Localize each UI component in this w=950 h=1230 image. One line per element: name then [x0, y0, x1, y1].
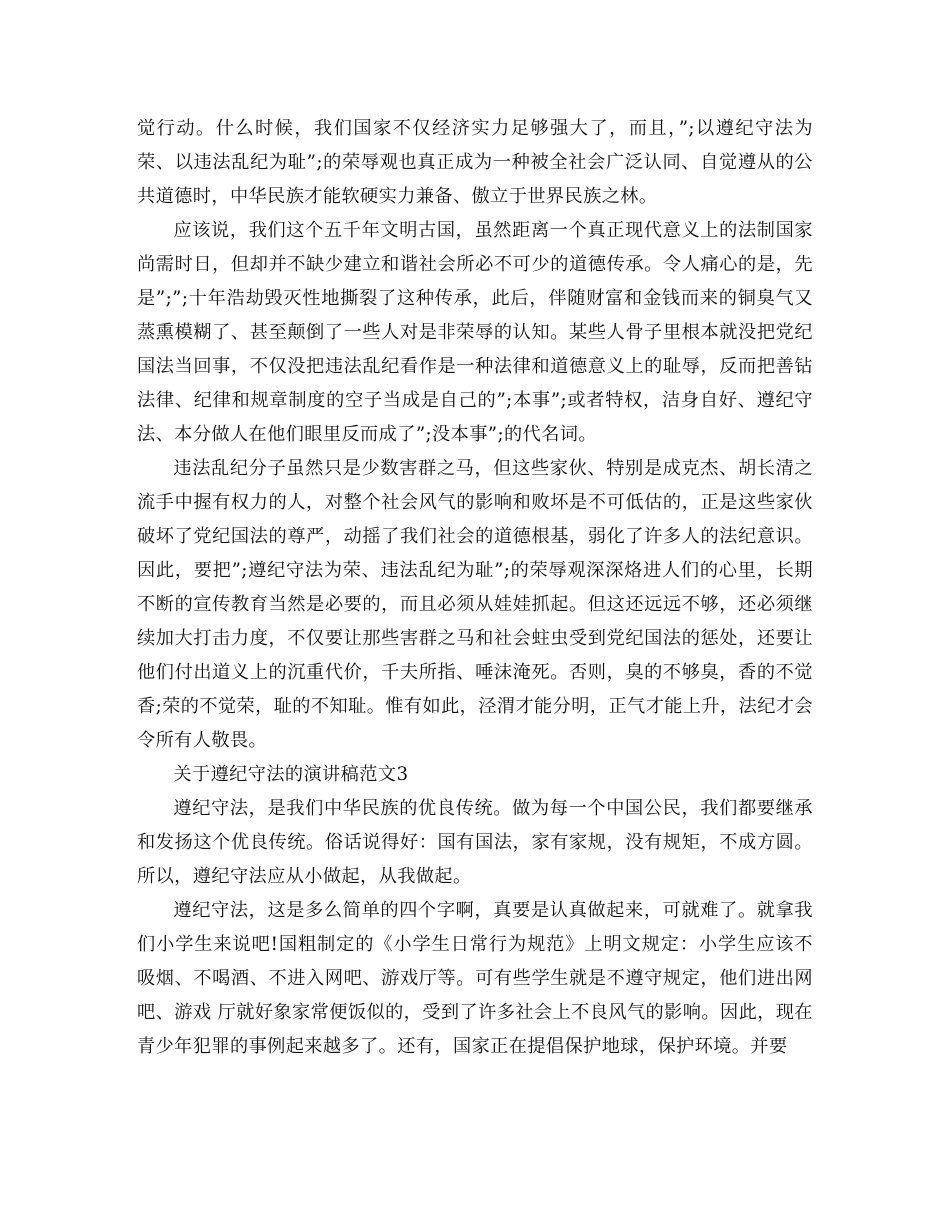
paragraph-1: 觉行动。什么时候，我们国家不仅经济实力足够强大了，而且，”;以遵纪守法为荣、以违法乱纪为耻”;的荣辱观也真正成为一种被全社会广泛认同、自觉遵从的公共道德时，中华民族才能软硬实力兼备、傲立于世界民族之林。 [137, 118, 813, 207]
paragraph-5: 遵纪守法，这是多么简单的四个字啊，真要是认真做起来，可就难了。就拿我们小学生来说吧!国粗制定的《小学生日常行为规范》上明文规定：小学生应该不吸烟、不喝酒、不进入网吧、游戏厅等。可有些学生就是不遵守规定，他们进出网吧、游戏 厅就好象家常便饭似的，受到了许多社会上不良风气的影响。因此，现在青少年犯罪的事例起来越多了。还有，国家正在提倡保护地球，保护环境。并要 [137, 900, 813, 1057]
paragraph-3: 违法乱纪分子虽然只是少数害群之马，但这些家伙、特别是成克杰、胡长清之流手中握有权力的人，对整个社会风气的影响和败坏是不可低估的，正是这些家伙破坏了党纪国法的尊严，动摇了我们社会的道德根基，弱化了许多人的法纪意识。因此，要把”;遵纪守法为荣、违法乱纪为耻”;的荣辱观深深烙进人们的心里，长期不断的宣传教育当然是必要的，而且必须从娃娃抓起。但这还远远不够，还必须继续加大打击力度，不仅要让那些害群之马和社会蛀虫受到党纪国法的惩处，还要让他们付出道义上的沉重代价，千夫所指、唾沫淹死。否则，臭的不够臭，香的不觉香;荣的不觉荣，耻的不知耻。惟有如此，泾渭才能分明，正气才能上升，法纪才会令所有人敬畏。 [137, 458, 813, 751]
document-page [137, 112, 813, 1064]
paragraph-2: 应该说，我们这个五千年文明古国，虽然距离一个真正现代意义上的法制国家尚需时日，但却并不缺少建立和谐社会所必不可少的道德传承。令人痛心的是，先是”;”;十年浩劫毁灭性地撕裂了这种传承，此后，伴随财富和金钱而来的铜臭气又蒸熏模糊了、甚至颠倒了一些人对是非荣辱的认知。某些人骨子里根本就没把党纪国法当回事，不仅没把违法乱纪看作是一种法律和道德意义上的耻辱，反而把善钻法律、纪律和规章制度的空子当成是自己的”;本事”;或者特权，洁身自好、遵纪守法、本分做人在他们眼里反而成了”;没本事”;的代名词。 [137, 220, 813, 445]
paragraph-4: 遵纪守法，是我们中华民族的优良传统。做为每一个中国公民，我们都要继承和发扬这个优良传统。俗话说得好：国有国法，家有家规，没有规矩，不成方圆。所以，遵纪守法应从小做起，从我做起。 [137, 798, 813, 887]
section-heading: 关于遵纪守法的演讲稿范文3 [173, 764, 409, 785]
